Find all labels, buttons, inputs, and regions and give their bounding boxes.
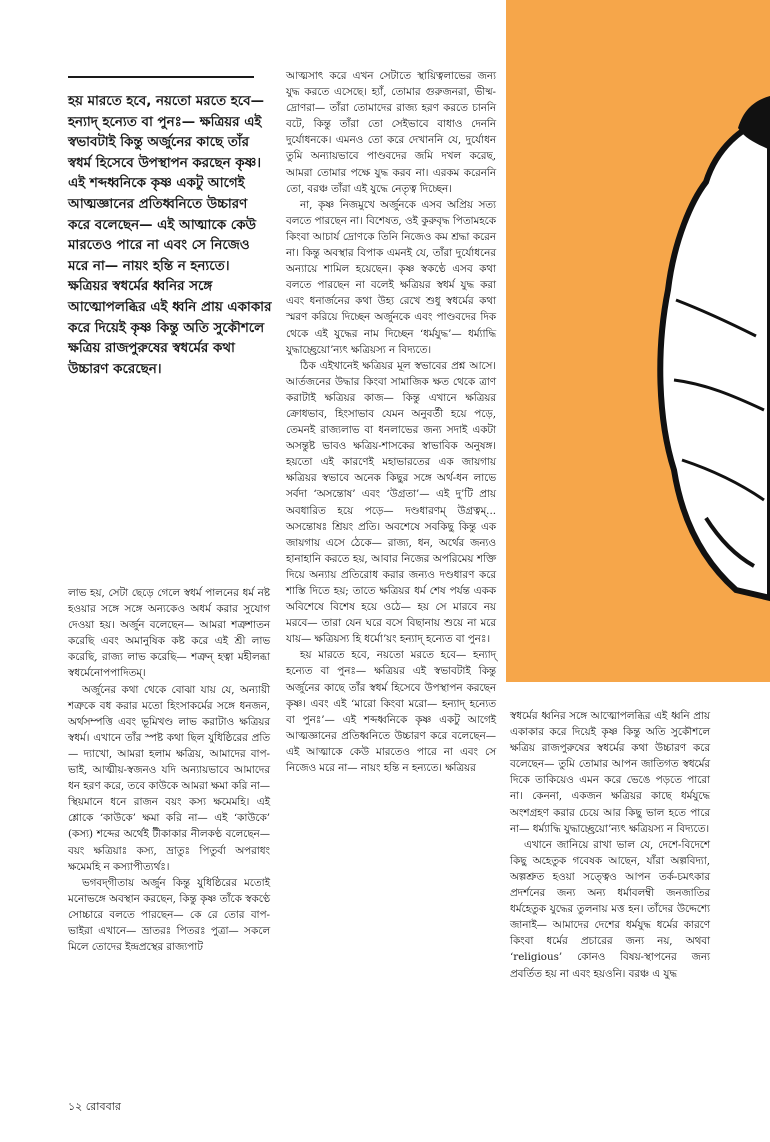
body-paragraph: না, কৃষ্ণ নিজমুখে অর্জুনকে এসব অপ্রিয় সত্য বলতে পারছেন না। বিশেষত, ওই কুরুবৃদ্ধ পিতামহকে কিংবা আচার্য দ্রোণকে তিনি নিজেও কম শ্রদ্ধা করেন না। কিন্তু অবস্থার বিপাক এমনই যে, তাঁরা দুর্যোধনের অন্যায়ে শামিল হয়েছেন। কৃষ্ণ স্বকণ্ঠে এসব কথা বলতে পারছেন না বলেই ক্ষত্রিয়র স্বধর্ম যুদ্ধ করা এবং ধনার্জনের কথা উহ্য রেখে শুধু স্বধর্মের কথা স্মরণ করিয়ে দিচ্ছেন অর্জুনকে এবং পাণ্ডবদের দিক থেকে এই যুদ্ধের নাম দিচ্ছেন ‘ধর্মযুদ্ধ’— ধর্ম্যাদ্ধি যুদ্ধাচ্ছ্রেয়োʼন্যৎ ক্ষত্রিয়স্য ন বিদ্যতে। <box>286 198 496 356</box>
warrior-illustration <box>506 0 770 682</box>
middle-column-body <box>286 68 496 776</box>
pull-quote: হয় মারতে হবে, নয়তো মরতে হবে— হন্যাদ্ হন্যেত বা পুনঃ— ক্ষত্রিয়র এই স্বভাবটাই কিন্তু অর্জুনের কাছে তাঁর স্বধর্ম হিসেবে উপস্থাপন করছেন কৃষ্ণ। এই শব্দধ্বনিকে কৃষ্ণ একটু আগেই আত্মজ্ঞানের প্রতিধ্বনিতে উচ্চারণ করে বলেছেন— এই আত্মাকে কেউ মারতেও পারে না এবং সে নিজেও মরে না— নায়ং হন্তি ন হন্যতে। ক্ষত্রিয়র স্বধর্মের ধ্বনির সঙ্গে আত্মোপলব্ধির এই ধ্বনি প্রায় একাকার করে দিয়েই কৃষ্ণ কিন্তু অতি সুকৌশলে ক্ষত্রিয় রাজপুরুষের স্বধর্মের কথা উচ্চারণ করেছেন। <box>68 94 272 377</box>
body-paragraph: এখানে জানিয়ে রাখা ভাল যে, দেশে-বিদেশে কিছু অহেতুক গবেষক আছেন, যাঁরা অল্পবিদ্যা, অল্পশ্রুত হওয়া সত্ত্বেও আপন তর্ক-চমৎকার প্রদর্শনের জন্য অন্য ধর্মাবলম্বী জনজাতির ধর্মহেতুক যুদ্ধের তুলনায় মত্ত হন। তাঁদের উদ্দেশ্যে জানাই— আমাদের দেশের ধর্মযুদ্ধ ধর্মের কারণে কিংবা ধর্মের প্রচারের জন্য নয়, অথবা ‘religious’ কোনও বিষয়-স্থাপনের জন্য প্রবর্তিত হয় না এবং হয়ওনি। বরঞ্চ এ যুদ্ধ <box>510 838 710 980</box>
body-paragraph: ঠিক এইখানেই ক্ষত্রিয়র মূল স্বভাবের প্রশ্ন আসে। আর্তজনের উদ্ধার কিংবা সামাজিক ক্ষত থেকে ত্রাণ করাটাই ক্ষত্রিয়র কাজ— কিন্তু এখানে ক্ষত্রিয়র ক্রোধভাব, হিংসাভাব যেমন অনুবর্তী হয়ে পড়ে, তেমনই রাজ্যলাভ বা ধনলাভের জন্য সদাই একটা অসন্তুষ্ট ভাবও ক্ষত্রিয়-শাসকের স্বাভাবিক অনুষঙ্গ। হয়তো এই কারণেই মহাভারতের এক জায়গায় ক্ষত্রিয়র স্বভাবে অনেক কিছুর সঙ্গে অর্থ-ধন লাভে সর্বদা ‘অসন্তোষ’ এবং ‘উগ্রতা’— এই দু’টি প্রায় অবধারিত হয়ে পড়ে— দণ্ডধারণম্ উগ্রত্বম্... অসন্তোষঃ শ্রিয়ং প্রতি। অবশেষে সবকিছু কিন্তু এক জায়গায় এসে ঠেকে— রাজ্য, ধন, অর্থের জন্যও হানাহানি করতে হয়, আবার নিজের অপরিমেয় শক্তি দিয়ে অন্যায় প্রতিরোধ করার জন্যও দণ্ডধারণ করে শাস্তি দিতে হয়; তাতে ক্ষত্রিয়র ধর্ম শেষ পর্যন্ত একক অবিশেষে বিশেষ হয়ে ওঠে— হয় সে মারবে নয় মরবে— তারা যেন ঘরে বসে বিছানায় শুয়ে না মরে যায়— ক্ষত্রিয়স্য হি ধর্মোʼয়ং হন্যাদ্ হন্যেত বা পুনঃ। <box>286 359 496 646</box>
body-paragraph: আত্মসাৎ করে এখন সেটাতে স্থায়িত্বলাভের জন্য যুদ্ধ করতে এসেছে। হ্যাঁ, তোমার গুরুজনরা, ভীষ্ম-দ্রোণরা— তাঁরা তোমাদের রাজ্য হরণ করতে চাননি বটে, কিন্তু তাঁরা তো সেইভাবে বাধাও দেননি দুর্যোধনকে। এমনও তো করে দেখাননি যে, দুর্যোধন তুমি অন্যায়ভাবে পাণ্ডবদের জমি দখল করেছ, আমরা তোমার পক্ষে যুদ্ধ করব না। এরকম করেননি তো, বরঞ্চ তাঁরা এই যুদ্ধে নেতৃত্ব দিচ্ছেন। <box>286 70 496 195</box>
right-column-body <box>510 708 710 982</box>
body-paragraph: অর্জুনের কথা থেকে বোঝা যায় যে, অন্যায়ী শত্রুকে বধ করার মতো হিংসাকর্মের সঙ্গে ধনজন, অর্থসম্পত্তি এবং ভূমিখণ্ড লাভ করাটাও ক্ষত্রিয়র স্বধর্ম। এখানে তাঁর স্পষ্ট কথা ছিল যুধিষ্ঠিরের প্রতি— দ্যাখো, আমরা হলাম ক্ষত্রিয়, আমাদের বাপ-ভাই, আত্মীয়-স্বজনও যদি অন্যায়ভাবে আমাদের ধন হরণ করে, তবে কাউকে আমরা ক্ষমা করি না— স্থিয়মানে ধনে রাজন বয়ং কস্য ক্ষমেমহি। এই শ্লোকে ‘কাউকে’ ক্ষমা করি না— এই ‘কাউকে’ (কস্য) শব্দের অর্থেই টীকাকার নীলকণ্ঠ বলেছেন— বয়ং ক্ষত্রিয়াঃ কস্য, ভ্রাতুঃ পিতুর্বা অপরাধং ক্ষমেমহি ন কস্যাপীত্যর্থঃ। <box>68 683 270 873</box>
illustration-panel <box>506 0 770 682</box>
pull-quote-rule <box>68 76 254 78</box>
left-column-body <box>68 585 270 955</box>
body-paragraph: ভগবদ্‌গীতায় অর্জুন কিন্তু যুধিষ্ঠিরের মতোই মনোভঙ্গে অবস্থান করছেন, কিন্তু কৃষ্ণ তাঁকে স্বকণ্ঠে সোচ্চারে বলতে পারছেন— কে রে তোর বাপ-ভাইরা এখানে— ভ্রাতরঃ পিতরঃ পুত্রা— সকলে মিলে তোদের ইন্দ্রপ্রস্থের রাজ্যপাট <box>68 876 270 954</box>
figure-torso <box>660 120 770 598</box>
body-paragraph: হয় মারতে হবে, নয়তো মরতে হবে— হন্যাদ্ হন্যেত বা পুনঃ— ক্ষত্রিয়র এই স্বভাবটাই কিন্তু অর্জুনের কাছে তাঁর স্বধর্ম হিসেবে উপস্থাপন করছেন কৃষ্ণ। এবং এই ‘মারো কিংবা মরো— হন্যাদ্ হন্যেত বা পুনঃ’— এই শব্দধ্বনিকে কৃষ্ণ একটু আগেই আত্মজ্ঞানের প্রতিধ্বনিতে উচ্চারণ করে বলেছেন— এই আত্মাকে কেউ মারতেও পারে না এবং সে নিজেও মরে না— নায়ং হন্তি ন হন্যতে। ক্ষত্রিয়র <box>286 649 496 775</box>
body-paragraph: স্বধর্মের ধ্বনির সঙ্গে আত্মোপলব্ধির এই ধ্বনি প্রায় একাকার করে দিয়েই কৃষ্ণ কিন্তু অতি সুকৌশলে ক্ষত্রিয় রাজপুরুষের স্বধর্মের কথা উচ্চারণ করে বলেছেন— তুমি তোমার আপন জাতিগত স্বধর্মের দিকে তাকিয়েও এমন করে ভেঙে পড়তে পারো না। কেননা, একজন ক্ষত্রিয়র কাছে ধর্মযুদ্ধে অংশগ্রহণ করার চেয়ে আর কিছু ভাল হতে পারে না— ধর্ম্যাদ্ধি যুদ্ধাচ্ছ্রেয়োʼন্যৎ ক্ষত্রিয়স্য ন বিদ্যতে। <box>510 710 710 835</box>
body-paragraph: লাভ হয়, সেটা ছেড়ে গেলে স্বধর্ম পালনের ধর্ম নষ্ট হওয়ার সঙ্গে সঙ্গে অন্যকেও অধর্ম করার সুযোগ দেওয়া হয়। অর্জুন বলেছেন— আমরা শত্রুশাতন করেছি এবং অমানুষিক কষ্ট করে এই শ্রী লাভ করেছি, রাজ্য লাভ করেছি— শত্রুন্ হত্বা মহীলব্ধা স্বধর্মেনোপপাদিতম্। <box>68 587 270 680</box>
page-folio: ১২ রোববার <box>68 1100 121 1113</box>
